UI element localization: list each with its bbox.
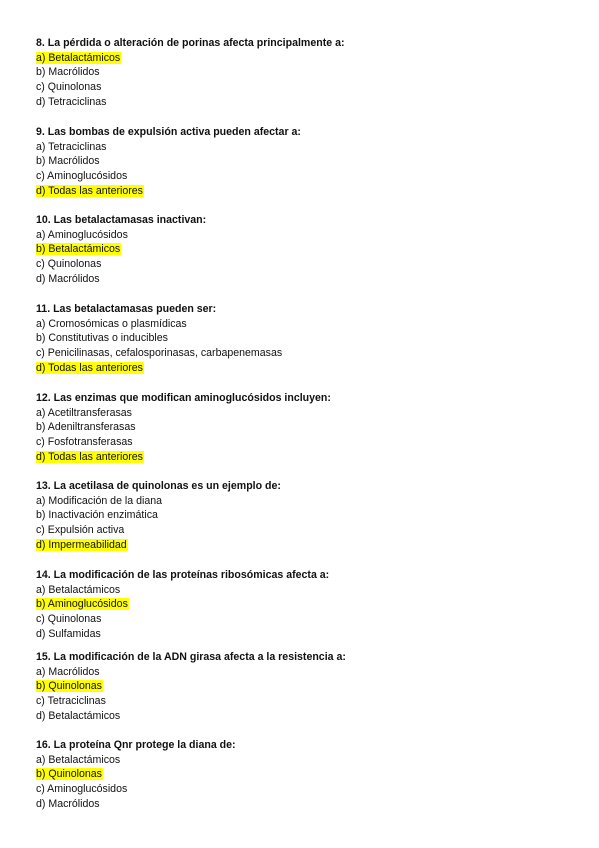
question-block [36, 213, 206, 286]
answer-option [36, 361, 283, 376]
answer-option-text: a) Tetraciclinas [36, 140, 107, 153]
answer-option-text: c) Tetraciclinas [36, 695, 106, 708]
answer-option [36, 95, 345, 110]
answer-option-text: c) Fosfotransferasas [36, 436, 133, 449]
answer-option-text: c) Quinolonas [36, 258, 102, 271]
answer-option [36, 346, 283, 361]
answer-option [36, 508, 281, 523]
answer-option-text: a) Cromosómicas o plasmídicas [36, 317, 187, 330]
answer-option [36, 612, 329, 627]
correct-answer-highlight: d) Impermeabilidad [36, 538, 127, 551]
answer-option [36, 406, 331, 421]
question-block [36, 125, 301, 198]
answer-option-text: a) Betalactámicos [36, 583, 121, 596]
answer-option-text: c) Aminoglucósidos [36, 783, 128, 796]
answer-option [36, 679, 346, 694]
answer-option-text: b) Macrólidos [36, 155, 100, 168]
correct-answer-highlight: b) Aminoglucósidos [36, 598, 128, 611]
correct-answer-highlight: a) Betalactámicos [36, 51, 121, 64]
question-title: 14. La modificación de las proteínas ribosómicas afecta a: [36, 569, 330, 581]
question-block [36, 479, 281, 552]
answer-option [36, 65, 345, 80]
answer-option [36, 494, 281, 509]
question-block [36, 738, 236, 811]
answer-option [36, 169, 301, 184]
answer-option [36, 782, 236, 797]
answer-option [36, 597, 329, 612]
answer-option-text: a) Aminoglucósidos [36, 228, 128, 241]
correct-answer-highlight: b) Betalactámicos [36, 243, 121, 256]
answer-option [36, 272, 206, 287]
answer-option-text: c) Quinolonas [36, 613, 102, 626]
answer-option-text: b) Inactivación enzimática [36, 509, 158, 522]
answer-option [36, 51, 345, 66]
answer-option [36, 154, 301, 169]
answer-option-text: d) Macrólidos [36, 797, 100, 810]
answer-option-text: c) Expulsión activa [36, 524, 125, 537]
answer-option-text: d) Sulfamidas [36, 627, 101, 640]
correct-answer-highlight: d) Todas las anteriores [36, 450, 143, 463]
answer-option [36, 435, 331, 450]
answer-option [36, 709, 346, 724]
question-title: 9. Las bombas de expulsión activa pueden afectar a: [36, 126, 301, 138]
question-title: 11. Las betalactamasas pueden ser: [36, 303, 217, 315]
answer-option [36, 450, 331, 465]
answer-option-text: b) Macrólidos [36, 66, 100, 79]
answer-option [36, 184, 301, 199]
question-block [36, 391, 331, 464]
answer-option-text: d) Betalactámicos [36, 709, 121, 722]
question-title: 15. La modificación de la ADN girasa afecta a la resistencia a: [36, 651, 346, 663]
answer-option [36, 331, 283, 346]
answer-option [36, 767, 236, 782]
answer-option-text: b) Constitutivas o inducibles [36, 332, 168, 345]
answer-option-text: d) Macrólidos [36, 272, 100, 285]
correct-answer-highlight: b) Quinolonas [36, 680, 102, 693]
answer-option [36, 797, 236, 812]
correct-answer-highlight: b) Quinolonas [36, 768, 102, 781]
correct-answer-highlight: d) Todas las anteriores [36, 184, 143, 197]
question-block [36, 568, 329, 641]
answer-option [36, 420, 331, 435]
answer-option-text: a) Modificación de la diana [36, 494, 163, 507]
answer-option [36, 538, 281, 553]
answer-option-text: c) Penicilinasas, cefalosporinasas, carbapenemasas [36, 347, 283, 360]
answer-option [36, 257, 206, 272]
answer-option [36, 583, 329, 598]
answer-option [36, 317, 283, 332]
answer-option-text: d) Tetraciclinas [36, 95, 107, 108]
answer-option [36, 80, 345, 95]
answer-option-text: a) Acetiltransferasas [36, 406, 132, 419]
answer-option [36, 523, 281, 538]
answer-option-text: a) Macrólidos [36, 665, 100, 678]
answer-option-text: c) Quinolonas [36, 81, 102, 94]
answer-option-text: c) Aminoglucósidos [36, 170, 128, 183]
answer-option [36, 665, 346, 680]
answer-option [36, 753, 236, 768]
question-title: 13. La acetilasa de quinolonas es un ejemplo de: [36, 480, 281, 492]
question-title: 16. La proteína Qnr protege la diana de: [36, 739, 236, 751]
question-title: 12. Las enzimas que modifican aminoglucósidos incluyen: [36, 392, 331, 404]
answer-option-text: a) Betalactámicos [36, 753, 121, 766]
correct-answer-highlight: d) Todas las anteriores [36, 361, 143, 374]
question-title: 8. La pérdida o alteración de porinas afecta principalmente a: [36, 37, 345, 49]
question-block [36, 650, 346, 723]
question-block [36, 36, 345, 109]
answer-option-text: b) Adeniltransferasas [36, 421, 136, 434]
answer-option [36, 140, 301, 155]
answer-option [36, 242, 206, 257]
answer-option [36, 694, 346, 709]
question-block [36, 302, 283, 375]
answer-option [36, 627, 329, 642]
question-title: 10. Las betalactamasas inactivan: [36, 214, 207, 226]
answer-option [36, 228, 206, 243]
